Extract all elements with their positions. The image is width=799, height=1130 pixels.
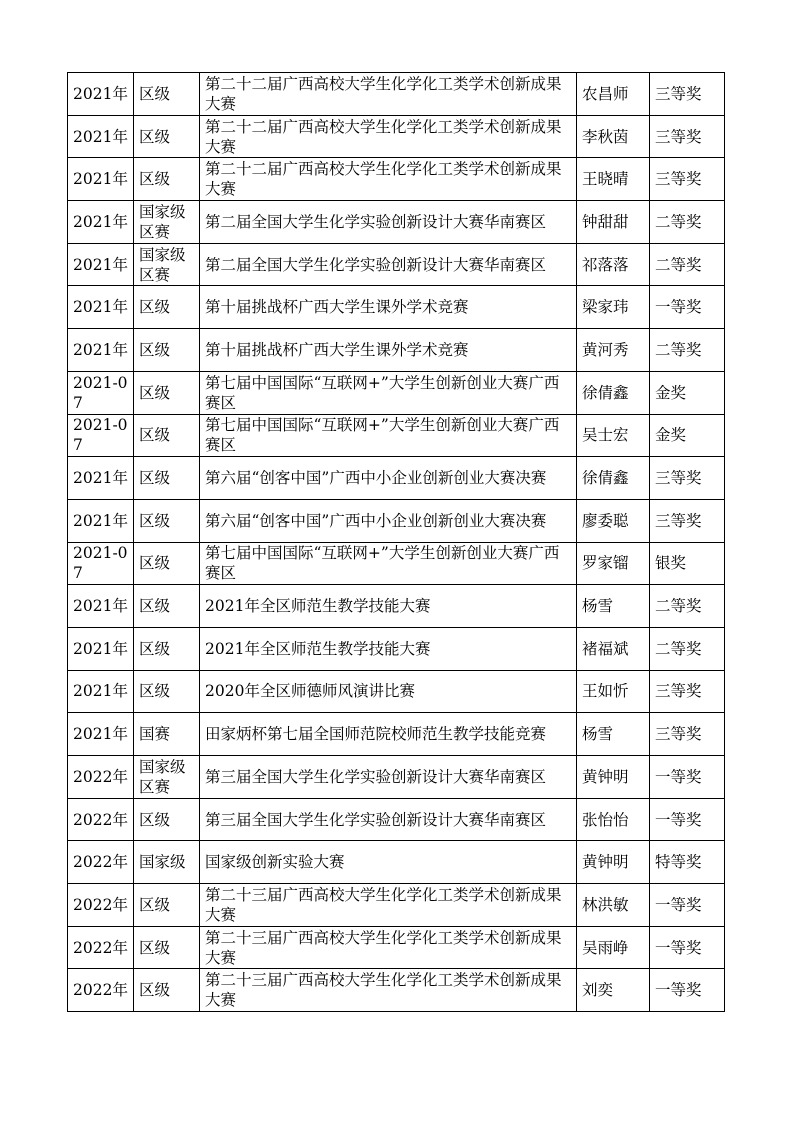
award-cell: 特等奖 <box>650 841 725 884</box>
year-cell: 2022年 <box>68 926 134 969</box>
award-cell: 三等奖 <box>650 115 725 158</box>
student-name-cell: 梁家玮 <box>577 286 650 329</box>
award-cell: 三等奖 <box>650 158 725 201</box>
competition-name-cell: 第二届全国大学生化学实验创新设计大赛华南赛区 <box>200 201 577 244</box>
year-cell: 2021年 <box>68 115 134 158</box>
table-row <box>68 243 725 286</box>
year-cell: 2021年 <box>68 73 134 116</box>
student-name-cell: 罗家镏 <box>577 542 650 585</box>
student-name-cell: 王如忻 <box>577 670 650 713</box>
table-row <box>68 585 725 628</box>
competition-name-cell: 第七届中国国际“互联网+”大学生创新创业大赛广西赛区 <box>200 542 577 585</box>
student-name-cell: 钟甜甜 <box>577 201 650 244</box>
student-name-cell: 王晓晴 <box>577 158 650 201</box>
level-cell: 区级 <box>134 371 200 414</box>
student-name-cell: 刘奕 <box>577 969 650 1012</box>
table-row <box>68 371 725 414</box>
table-row <box>68 713 725 756</box>
year-cell: 2021年 <box>68 457 134 500</box>
table-row <box>68 115 725 158</box>
table-row <box>68 286 725 329</box>
level-cell: 区级 <box>134 627 200 670</box>
level-cell: 区级 <box>134 884 200 927</box>
level-cell: 区级 <box>134 457 200 500</box>
table-row <box>68 73 725 116</box>
student-name-cell: 徐倩鑫 <box>577 457 650 500</box>
student-name-cell: 廖委聪 <box>577 499 650 542</box>
competition-name-cell: 第二十二届广西高校大学生化学化工类学术创新成果大赛 <box>200 115 577 158</box>
student-name-cell: 祁落落 <box>577 243 650 286</box>
award-cell: 二等奖 <box>650 329 725 372</box>
competition-name-cell: 第六届“创客中国”广西中小企业创新创业大赛决赛 <box>200 457 577 500</box>
student-name-cell: 褚福斌 <box>577 627 650 670</box>
competition-name-cell: 第七届中国国际“互联网+”大学生创新创业大赛广西赛区 <box>200 414 577 457</box>
year-cell: 2022年 <box>68 798 134 841</box>
student-name-cell: 徐倩鑫 <box>577 371 650 414</box>
student-name-cell: 农昌师 <box>577 73 650 116</box>
level-cell: 区级 <box>134 73 200 116</box>
award-cell: 三等奖 <box>650 73 725 116</box>
award-cell: 金奖 <box>650 414 725 457</box>
level-cell: 区级 <box>134 329 200 372</box>
level-cell: 区级 <box>134 414 200 457</box>
year-cell: 2021年 <box>68 499 134 542</box>
competition-name-cell: 2021年全区师范生教学技能大赛 <box>200 585 577 628</box>
award-cell: 三等奖 <box>650 499 725 542</box>
student-name-cell: 李秋茵 <box>577 115 650 158</box>
award-cell: 一等奖 <box>650 798 725 841</box>
level-cell: 区级 <box>134 585 200 628</box>
level-cell: 区级 <box>134 670 200 713</box>
year-cell: 2021年 <box>68 713 134 756</box>
level-cell: 区级 <box>134 542 200 585</box>
table-row <box>68 329 725 372</box>
level-cell: 区级 <box>134 286 200 329</box>
year-cell: 2021年 <box>68 243 134 286</box>
award-cell: 二等奖 <box>650 201 725 244</box>
competition-name-cell: 第十届挑战杯广西大学生课外学术竞赛 <box>200 286 577 329</box>
student-name-cell: 吴士宏 <box>577 414 650 457</box>
level-cell: 区级 <box>134 499 200 542</box>
level-cell: 区级 <box>134 926 200 969</box>
year-cell: 2021年 <box>68 286 134 329</box>
table-row <box>68 158 725 201</box>
level-cell: 国家级 <box>134 841 200 884</box>
competition-name-cell: 第六届“创客中国”广西中小企业创新创业大赛决赛 <box>200 499 577 542</box>
table-row <box>68 756 725 799</box>
competition-name-cell: 第三届全国大学生化学实验创新设计大赛华南赛区 <box>200 798 577 841</box>
award-cell: 二等奖 <box>650 585 725 628</box>
year-cell: 2021年 <box>68 627 134 670</box>
competition-name-cell: 2021年全区师范生教学技能大赛 <box>200 627 577 670</box>
award-cell: 三等奖 <box>650 713 725 756</box>
level-cell: 区级 <box>134 798 200 841</box>
year-cell: 2022年 <box>68 841 134 884</box>
competition-name-cell: 第二十三届广西高校大学生化学化工类学术创新成果大赛 <box>200 926 577 969</box>
table-row <box>68 499 725 542</box>
year-cell: 2021年 <box>68 670 134 713</box>
student-name-cell: 张怡怡 <box>577 798 650 841</box>
competition-name-cell: 国家级创新实验大赛 <box>200 841 577 884</box>
table-row <box>68 457 725 500</box>
table-row <box>68 201 725 244</box>
table-row <box>68 542 725 585</box>
competition-name-cell: 第二届全国大学生化学实验创新设计大赛华南赛区 <box>200 243 577 286</box>
competition-name-cell: 2020年全区师德师风演讲比赛 <box>200 670 577 713</box>
level-cell: 区级 <box>134 969 200 1012</box>
student-name-cell: 吴雨峥 <box>577 926 650 969</box>
year-cell: 2021-07 <box>68 414 134 457</box>
table-row <box>68 884 725 927</box>
competition-name-cell: 第二十三届广西高校大学生化学化工类学术创新成果大赛 <box>200 884 577 927</box>
year-cell: 2021-07 <box>68 371 134 414</box>
competition-name-cell: 田家炳杯第七届全国师范院校师范生教学技能竞赛 <box>200 713 577 756</box>
student-name-cell: 杨雪 <box>577 585 650 628</box>
competition-name-cell: 第二十二届广西高校大学生化学化工类学术创新成果大赛 <box>200 158 577 201</box>
year-cell: 2021年 <box>68 329 134 372</box>
year-cell: 2021-07 <box>68 542 134 585</box>
awards-table-body <box>68 73 725 1012</box>
competition-name-cell: 第十届挑战杯广西大学生课外学术竞赛 <box>200 329 577 372</box>
year-cell: 2022年 <box>68 884 134 927</box>
level-cell: 国赛 <box>134 713 200 756</box>
competition-name-cell: 第七届中国国际“互联网+”大学生创新创业大赛广西赛区 <box>200 371 577 414</box>
competition-name-cell: 第二十三届广西高校大学生化学化工类学术创新成果大赛 <box>200 969 577 1012</box>
award-cell: 一等奖 <box>650 969 725 1012</box>
year-cell: 2022年 <box>68 756 134 799</box>
award-cell: 三等奖 <box>650 670 725 713</box>
year-cell: 2022年 <box>68 969 134 1012</box>
award-cell: 一等奖 <box>650 286 725 329</box>
award-cell: 银奖 <box>650 542 725 585</box>
year-cell: 2021年 <box>68 585 134 628</box>
level-cell: 国家级区赛 <box>134 756 200 799</box>
year-cell: 2021年 <box>68 201 134 244</box>
table-row <box>68 627 725 670</box>
competition-name-cell: 第二十二届广西高校大学生化学化工类学术创新成果大赛 <box>200 73 577 116</box>
award-cell: 一等奖 <box>650 884 725 927</box>
table-row <box>68 969 725 1012</box>
table-row <box>68 670 725 713</box>
level-cell: 国家级区赛 <box>134 201 200 244</box>
student-name-cell: 黄钟明 <box>577 841 650 884</box>
award-cell: 三等奖 <box>650 457 725 500</box>
level-cell: 区级 <box>134 115 200 158</box>
competition-name-cell: 第三届全国大学生化学实验创新设计大赛华南赛区 <box>200 756 577 799</box>
table-row <box>68 798 725 841</box>
award-cell: 一等奖 <box>650 926 725 969</box>
student-name-cell: 黄河秀 <box>577 329 650 372</box>
award-cell: 二等奖 <box>650 243 725 286</box>
student-name-cell: 林洪敏 <box>577 884 650 927</box>
awards-table <box>67 72 725 1012</box>
award-cell: 二等奖 <box>650 627 725 670</box>
level-cell: 区级 <box>134 158 200 201</box>
student-name-cell: 黄钟明 <box>577 756 650 799</box>
table-row <box>68 841 725 884</box>
level-cell: 国家级区赛 <box>134 243 200 286</box>
table-row <box>68 414 725 457</box>
student-name-cell: 杨雪 <box>577 713 650 756</box>
year-cell: 2021年 <box>68 158 134 201</box>
award-cell: 一等奖 <box>650 756 725 799</box>
table-row <box>68 926 725 969</box>
award-cell: 金奖 <box>650 371 725 414</box>
